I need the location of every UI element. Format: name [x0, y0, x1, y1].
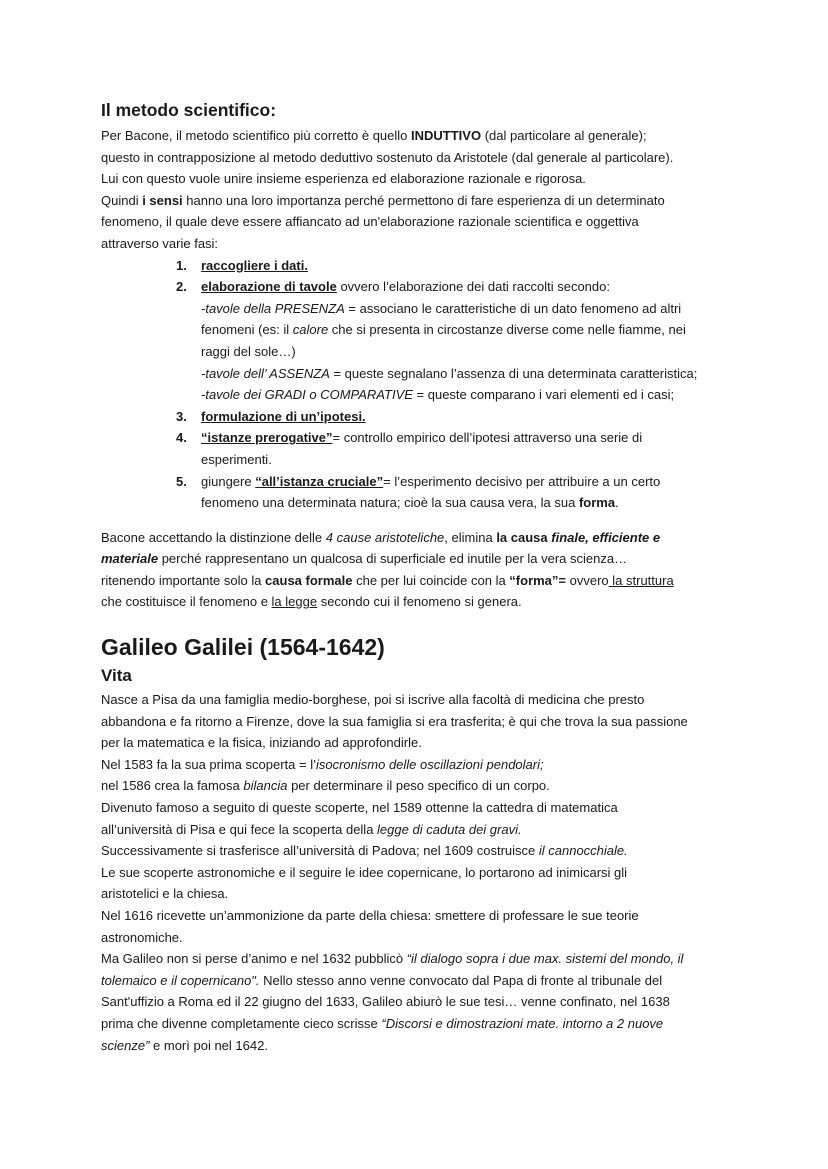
text-line: fenomeno, il quale deve essere affiancato ad un'elaborazione razionale scientifica e oggettiva	[101, 214, 639, 230]
text-line: astronomiche.	[101, 929, 183, 945]
text-line: abbandona e fa ritorno a Firenze, dove la sua famiglia si era trasferita; è qui che trova la sua passione	[101, 713, 688, 729]
text-line: attraverso varie fasi:	[101, 235, 219, 251]
text-line: all’università di Pisa e qui fece la scoperta della legge di caduta dei gravi.	[101, 821, 522, 837]
text-line: Nasce a Pisa da una famiglia medio-borghese, poi si iscrive alla facoltà di medicina che presto	[101, 692, 645, 708]
section-heading-metodo: Il metodo scientifico:	[101, 100, 277, 120]
text-line: Le sue scoperte astronomiche e il seguire le idee copernicane, lo portarono ad inimicarsi gli	[101, 864, 628, 880]
list-item: 3. formulazione di un’ipotesi.	[176, 408, 366, 424]
text-line: scienze” e morì poi nel 1642.	[101, 1037, 268, 1053]
galileo-title: Galileo Galilei (1564-1642)	[101, 634, 385, 661]
text-line: Bacone accettando la distinzione delle 4 cause aristoteliche, elimina la causa finale, efficiente e	[101, 529, 661, 545]
list-item: 1. raccogliere i dati.	[176, 257, 308, 273]
text-line: Quindi i sensi hanno una loro importanza perché permettono di fare esperienza di un determinato	[101, 192, 665, 208]
text-line: Nel 1583 fa la sua prima scoperta = l’isocronismo delle oscillazioni pendolari;	[101, 756, 544, 772]
fasi-list	[101, 255, 741, 514]
list-item: 2. elaborazione di tavole ovvero l’elaborazione dei dati raccolti secondo: -tavole della PRESENZA = associano le caratteristiche di un dato fenomeno ad altri fenomeni (es: il calore che si presenta in circostanze diverse come nelle fiamme, nei raggi del sole…) -tavole dell’ ASSENZA = queste segnalano l’assenza di una determinata caratteristica; -tavole dei GRADI o COMPARATIVE = queste comparano i vari elementi ed i casi;	[176, 279, 698, 403]
text-line: che costituisce il fenomeno e la legge secondo cui il fenomeno si genera.	[101, 594, 522, 610]
list-item: 4. “istanze prerogative”= controllo empirico dell’ipotesi attraverso una serie di esperimenti.	[176, 430, 643, 467]
text-line: Lui con questo vuole unire insieme esperienza ed elaborazione razionale e rigorosa.	[101, 171, 586, 187]
text-line: prima che divenne completamente cieco scrisse “Discorsi e dimostrazioni mate. intorno a 2 nuove	[101, 1015, 664, 1031]
text-line: Sant'uffizio a Roma ed il 22 giugno del 1633, Galileo abiurò le sue tesi… venne confinato, nel 1638	[101, 994, 670, 1010]
text-line: per la matematica e la fisica, iniziando ad approfondirle.	[101, 735, 422, 751]
text-line: ritenendo importante solo la causa formale che per lui coincide con la “forma”= ovvero la struttura	[101, 572, 674, 588]
text-line: materiale perché rappresentano un qualcosa di superficiale ed inutile per la vera scienza…	[101, 551, 628, 567]
text-line: Per Bacone, il metodo scientifico più corretto è quello INDUTTIVO (dal particolare al generale);	[101, 128, 647, 143]
text-line: tolemaico e il copernicano". Nello stesso anno venne convocato dal Papa di fronte al tribunale del	[101, 972, 663, 988]
vita-heading: Vita	[101, 666, 132, 686]
text-line: questo in contrapposizione al metodo deduttivo sostenuto da Aristotele (dal generale al particolare).	[101, 149, 674, 165]
text-line: nel 1586 crea la famosa bilancia per determinare il peso specifico di un corpo.	[101, 778, 550, 794]
text-line: Ma Galileo non si perse d’animo e nel 1632 pubblicò “il dialogo sopra i due max. sistemi del mondo, il	[101, 951, 684, 967]
text-line: Divenuto famoso a seguito di queste scoperte, nel 1589 ottenne la cattedra di matematica	[101, 800, 618, 816]
list-item: 5. giungere “all’istanza cruciale”= l’esperimento decisivo per attribuire a un certo fenomeno una determinata natura; cioè la sua causa vera, la sua forma.	[176, 473, 661, 511]
text-line: aristotelici e la chiesa.	[101, 886, 229, 902]
document-page	[101, 100, 741, 1056]
text-line: Nel 1616 ricevette un’ammonizione da parte della chiesa: smettere di professare le sue teorie	[101, 908, 639, 923]
text-line: Successivamente si trasferisce all’università di Padova; nel 1609 costruisce il cannocchiale.	[101, 843, 628, 859]
